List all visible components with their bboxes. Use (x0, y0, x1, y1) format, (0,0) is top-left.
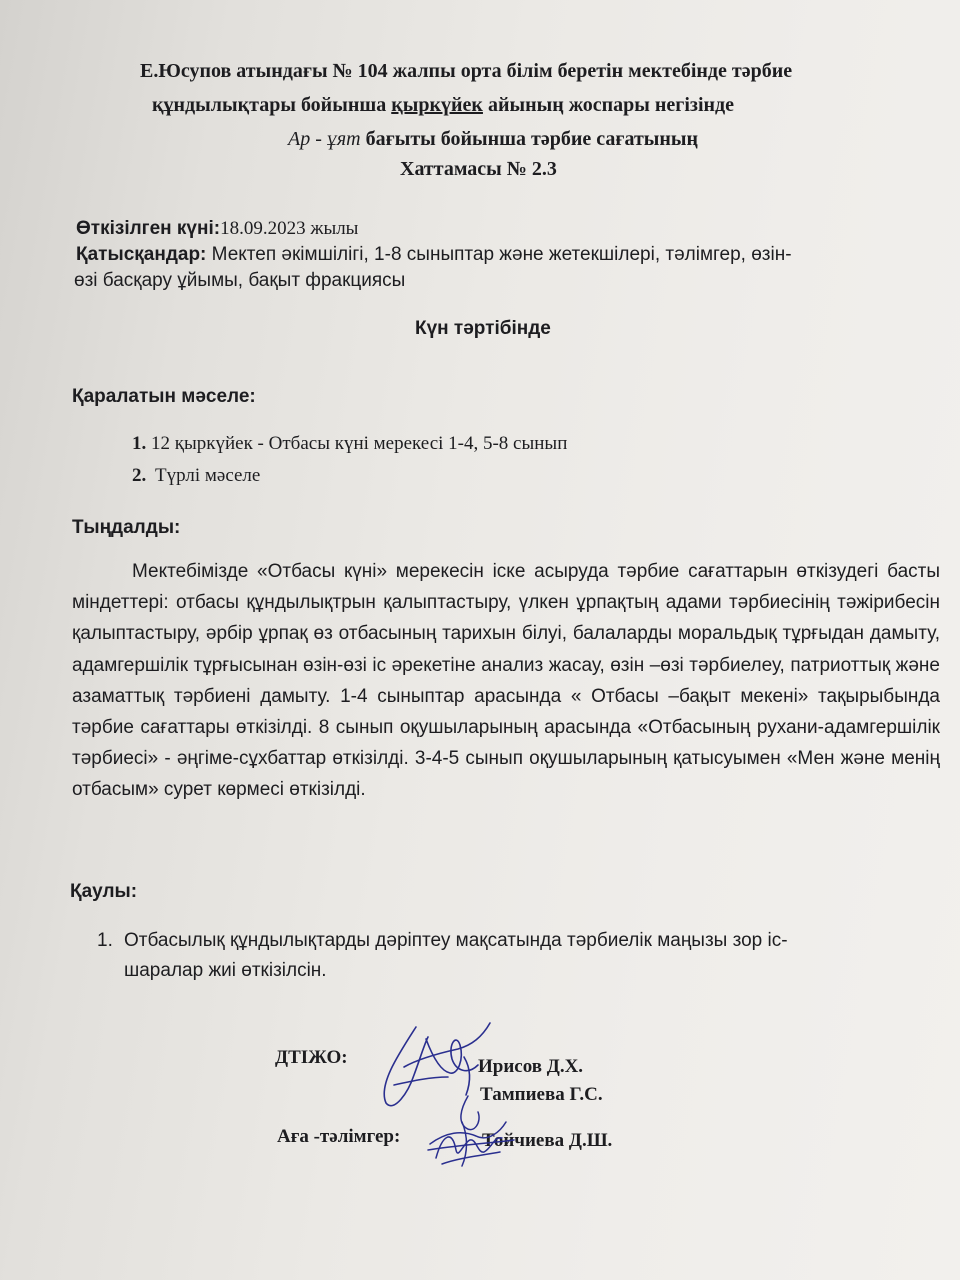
header-line-2 (152, 94, 734, 117)
list-item-text: 12 қыркүйек - Отбасы күні мерекесі 1-4, 5-8 сынып (151, 433, 568, 454)
date-label: Өткізілген күні: (76, 218, 221, 239)
heard-heading: Тыңдалды: (72, 517, 181, 538)
header-direction-italic: Ар - ұят (288, 128, 361, 150)
header-line-2-pre: құндылықтары бойынша (152, 94, 392, 116)
header-line-3-post: бағыты бойынша тәрбие сағатының (360, 128, 699, 150)
header-month-underlined: қыркүйек (391, 94, 483, 116)
participants-line-2: өзі басқару ұйымы, бақыт фракциясы (74, 270, 406, 291)
list-item (132, 465, 260, 487)
issues-heading: Қаралатын мәселе: (72, 386, 256, 407)
list-item-number: 2. (132, 465, 147, 486)
agenda-title: Күн тәртібінде (415, 318, 551, 339)
date-value: 18.09.2023 жылы (220, 218, 359, 239)
dtizho-label: ДТІЖО: (275, 1047, 348, 1068)
list-item-number: 1. (97, 930, 113, 951)
list-item (132, 433, 567, 455)
mentor-label: Аға -тәлімгер: (277, 1126, 401, 1147)
handwritten-signature-2 (422, 1092, 522, 1172)
header-line-3 (288, 128, 698, 151)
protocol-number: Хаттамасы № 2.3 (400, 158, 557, 180)
header-line-2-post: айының жоспары негізінде (482, 94, 735, 116)
participants-label: Қатысқандар: (76, 244, 207, 265)
signer-name-3: Тойчиева Д.Ш. (482, 1130, 613, 1151)
signer-name-1: Ирисов Д.Х. (478, 1056, 584, 1077)
signer-name-2: Тампиева Г.С. (480, 1084, 603, 1105)
list-item-number: 1. (132, 433, 147, 454)
heard-paragraph: Мектебімізде «Отбасы күні» мерекесін іске асыруда тәрбие сағаттарын өткізудегі басты міндеттері: отбасы құндылықтрын қалыптастыру, үлкен ұрпақтың адами тәрбиесінің тәжірибесін қалыптастыру, әрбір ұрпақ өз отбасының тарихын білуі, балаларды моральдық тұрғыдан дамыту, адамгершілік тұрғысынан өзін-өзі іс әрекетіне анализ жасау, өзін –өзі тәрбиелеу, патриоттық және азаматтық тәрбиені дамыту. 1-4 сыныптар арасында « Отбасы –бақыт мекені» тақырыбында тәрбие сағаттары өткізілді. 8 сынып оқушыларының арасында «Отбасының рухани-адамгершілік тәрбиесі» - әңгіме-сұхбаттар өткізілді. 3-4-5 сынып оқушыларының қатысуымен «Мен және менің отбасым» сурет көрмесі өткізілді. (72, 561, 940, 801)
resolution-heading: Қаулы: (70, 881, 138, 902)
date-line (76, 218, 358, 240)
header-line-1: Е.Юсупов атындағы № 104 жалпы орта білім беретін мектебінде тәрбие (140, 60, 793, 82)
list-item-text: Түрлі мәселе (155, 465, 261, 486)
resolution-text-line-1: Отбасылық құндылықтарды дәріптеу мақсатында тәрбиелік маңызы зор іс- (124, 930, 788, 951)
participants-line-1 (76, 244, 792, 266)
participants-text-1: Мектеп әкімшілігі, 1-8 сыныптар және жетекшілері, тәлімгер, өзін- (206, 244, 792, 265)
resolution-text-line-2: шаралар жиі өткізілсін. (124, 960, 327, 981)
